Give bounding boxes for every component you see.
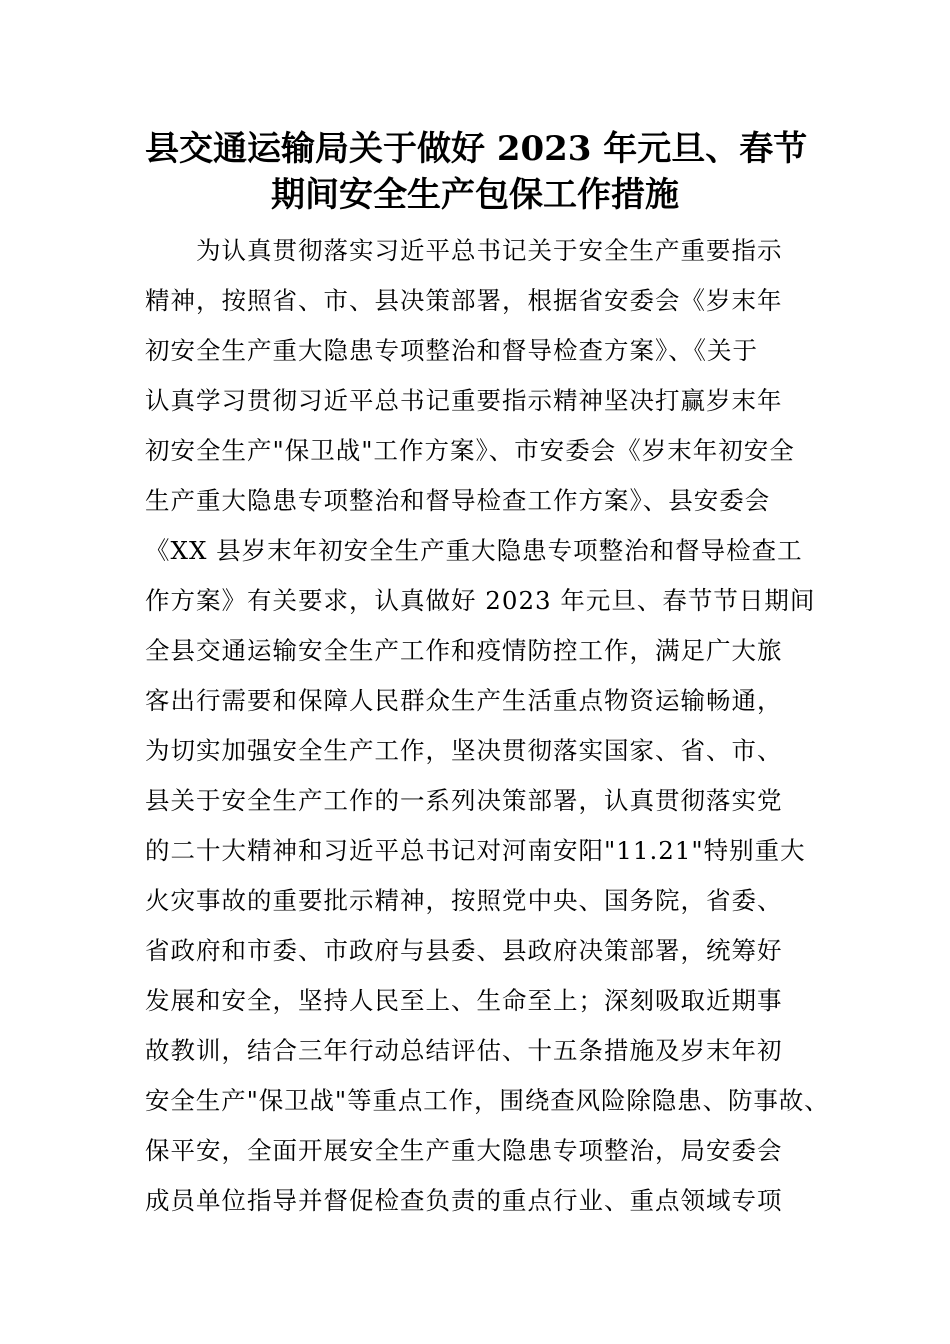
paragraph-line: 安全生产"保卫战"等重点工作，围绕查风险除隐患、防事故、 — [145, 1086, 830, 1115]
paragraph-line: 初安全生产"保卫战"工作方案》、市安委会《岁末年初安全 — [145, 436, 795, 465]
paragraph-line: 的二十大精神和习近平总书记对河南安阳"11.21"特别重大 — [145, 836, 806, 865]
paragraph-line: 为认真贯彻落实习近平总书记关于安全生产重要指示 — [196, 236, 783, 265]
paragraph-line: 省政府和市委、市政府与县委、县政府决策部署，统筹好 — [145, 936, 783, 965]
paragraph-line: 初安全生产重大隐患专项整治和督导检查方案》、《关于 — [145, 336, 758, 365]
paragraph-line: 精神，按照省、市、县决策部署，根据省安委会《岁末年 — [145, 286, 783, 315]
document-title-line-1: 县交通运输局关于做好 2023 年元旦、春节 — [145, 129, 808, 169]
paragraph-line: 认真学习贯彻习近平总书记重要指示精神坚决打赢岁末年 — [145, 386, 783, 415]
paragraph-line: 故教训，结合三年行动总结评估、十五条措施及岁末年初 — [145, 1036, 783, 1065]
document-title-line-2: 期间安全生产包保工作措施 — [271, 175, 679, 215]
paragraph-line: 全县交通运输安全生产工作和疫情防控工作，满足广大旅 — [145, 636, 783, 665]
paragraph-line: 作方案》有关要求，认真做好 2023 年元旦、春节节日期间 — [145, 586, 816, 615]
paragraph-line: 为切实加强安全生产工作，坚决贯彻落实国家、省、市、 — [145, 736, 783, 765]
paragraph-line: 发展和安全，坚持人民至上、生命至上；深刻吸取近期事 — [145, 986, 783, 1015]
paragraph-line: 成员单位指导并督促检查负责的重点行业、重点领域专项 — [145, 1186, 783, 1215]
paragraph-line: 火灾事故的重要批示精神，按照党中央、国务院，省委、 — [145, 886, 783, 915]
paragraph-line: 《XX 县岁末年初安全生产重大隐患专项整治和督导检查工 — [145, 536, 803, 565]
paragraph-line: 县关于安全生产工作的一系列决策部署，认真贯彻落实党 — [145, 786, 783, 815]
paragraph-line: 生产重大隐患专项整治和督导检查工作方案》、县安委会 — [145, 486, 771, 515]
paragraph-line: 保平安，全面开展安全生产重大隐患专项整治，局安委会 — [145, 1136, 783, 1165]
paragraph-line: 客出行需要和保障人民群众生产生活重点物资运输畅通， — [145, 686, 783, 715]
